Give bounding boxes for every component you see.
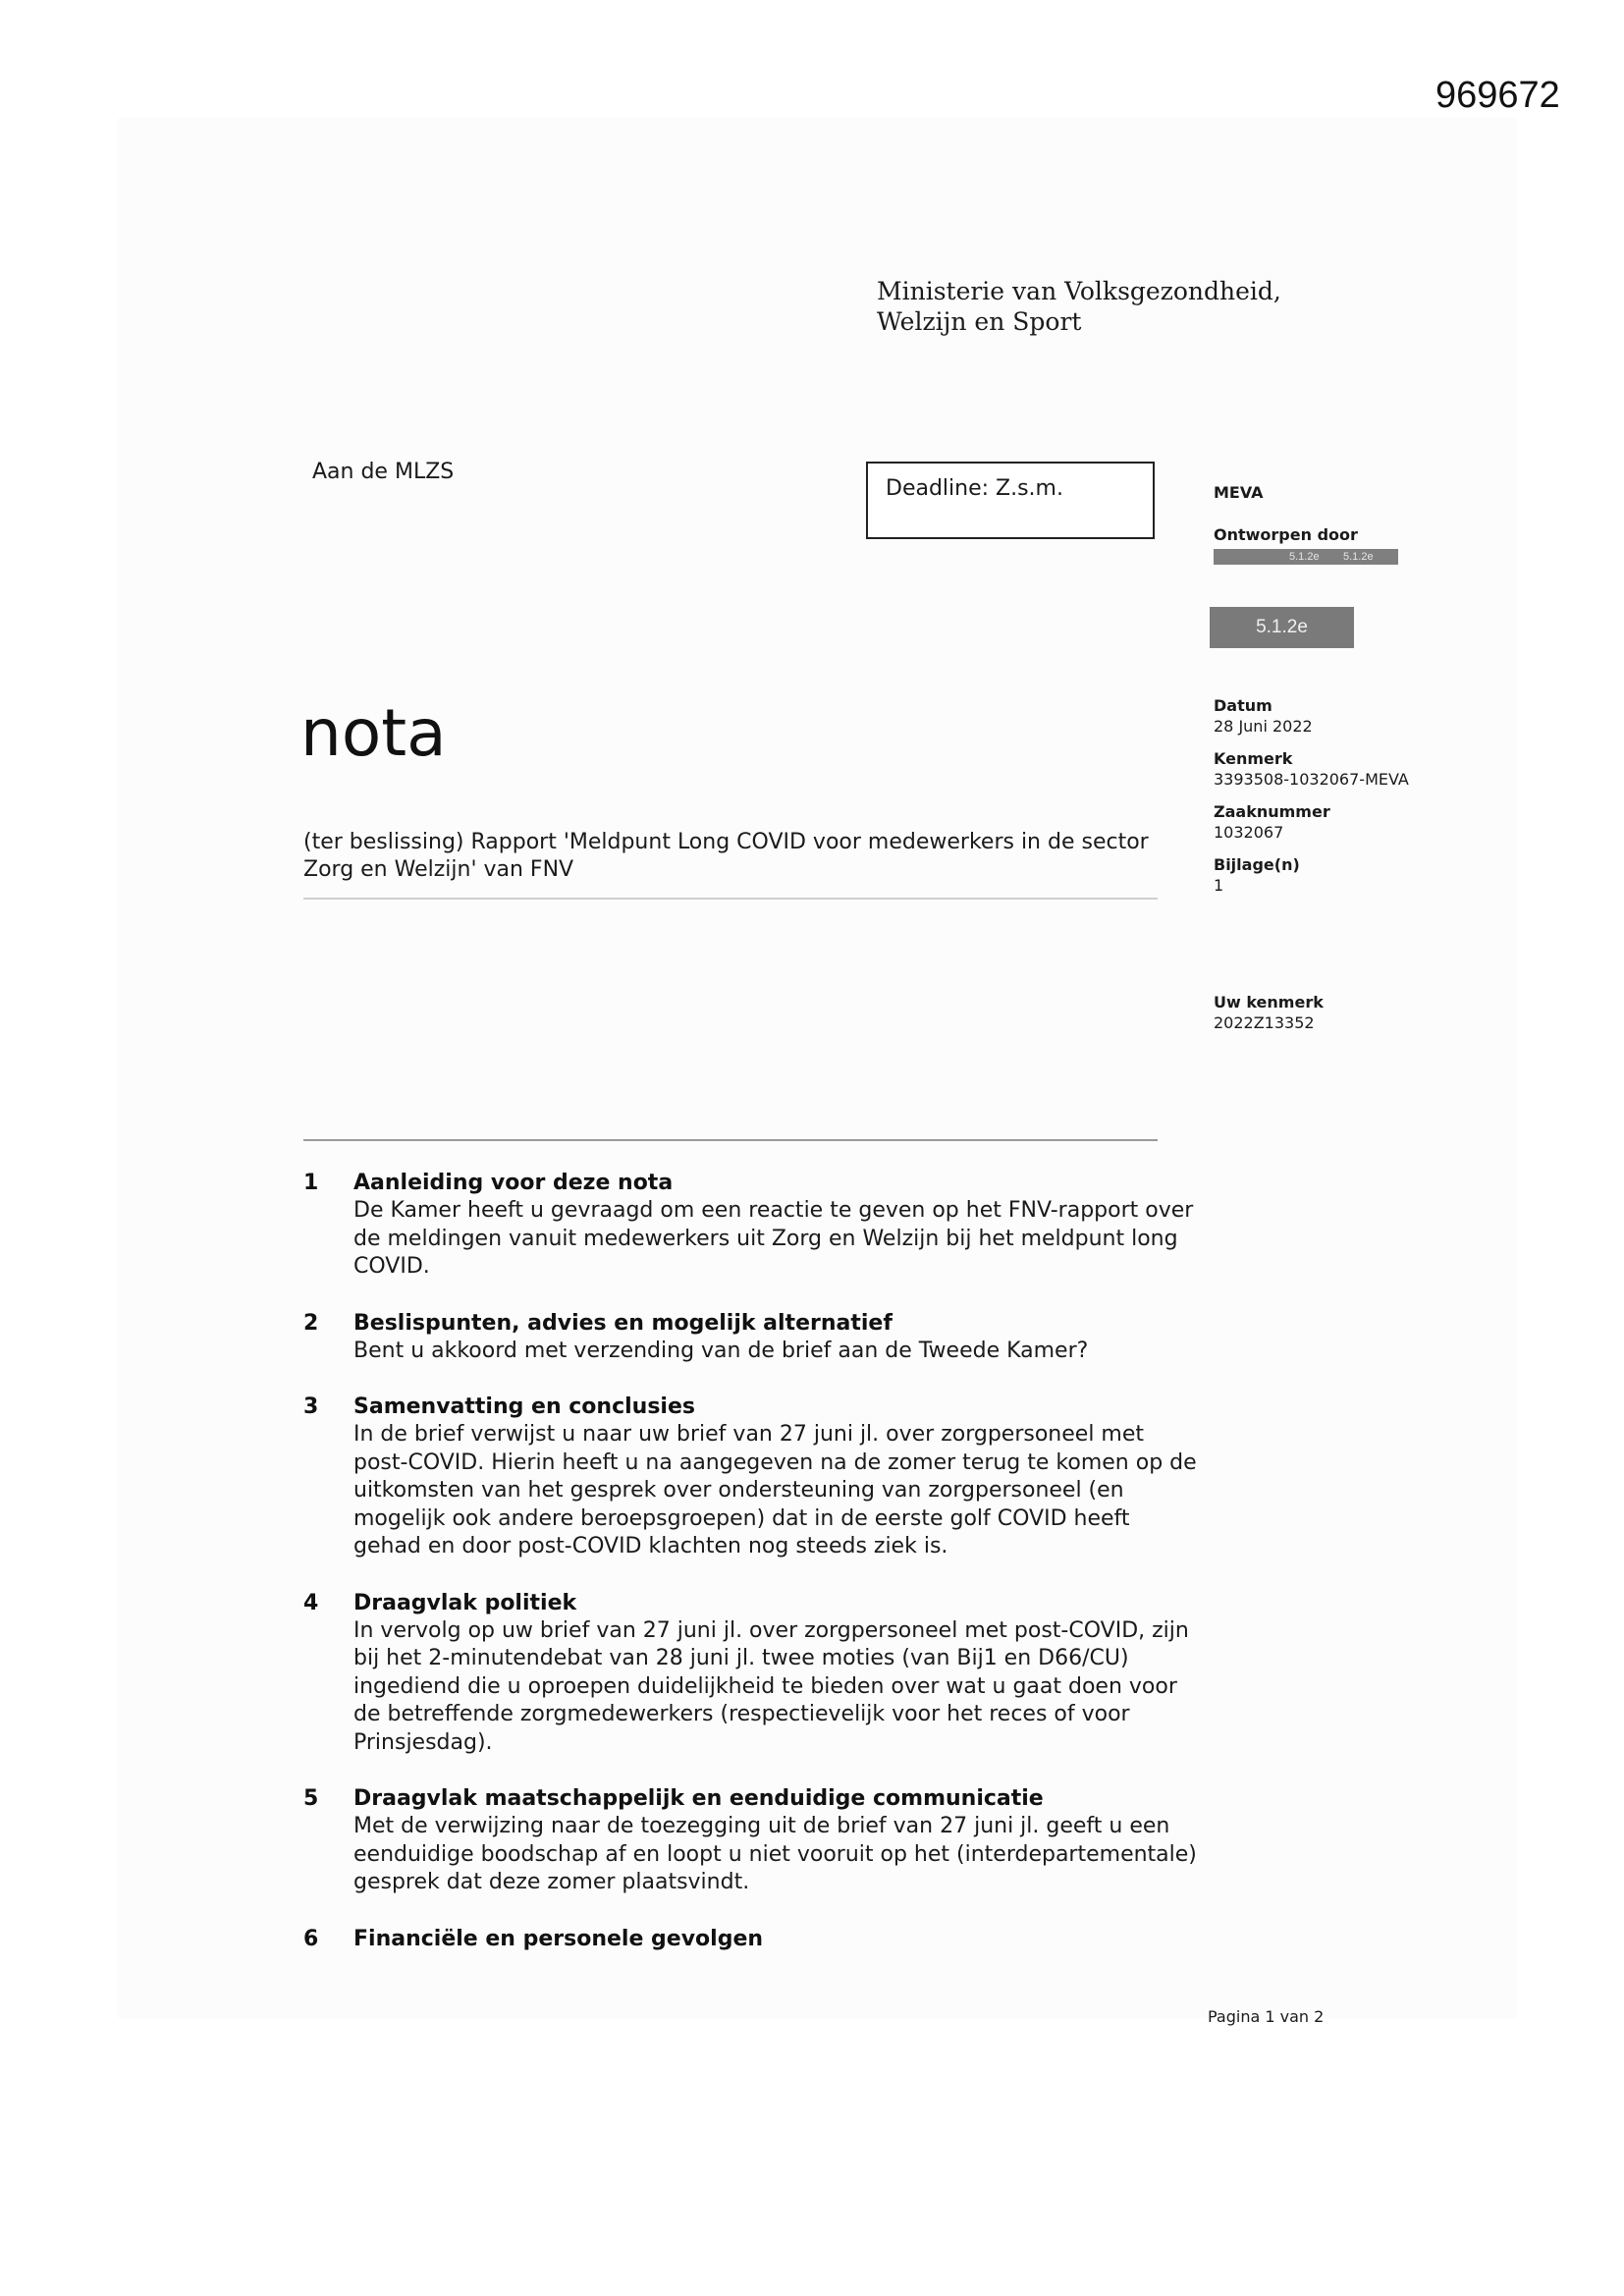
ministry-line-1: Ministerie van Volksgezondheid, [877, 277, 1281, 305]
section-number: 6 [303, 1926, 319, 1951]
section-title: Beslispunten, advies en mogelijk alternatief [353, 1310, 893, 1336]
meta-item [1214, 801, 1409, 843]
body-line: post-COVID. Hierin heeft u na aangegeven na de zomer terug te komen op de [353, 1449, 1197, 1475]
body-line: Bent u akkoord met verzending van de brief aan de Tweede Kamer? [353, 1338, 1089, 1363]
body-line: mogelijk ook andere beroepsgroepen) dat in de eerste golf COVID heeft [353, 1505, 1130, 1531]
body-line: gesprek dat deze zomer plaatsvindt. [353, 1870, 750, 1894]
ministry-line-2: Welzijn en Sport [877, 307, 1082, 336]
body-line: In vervolg op uw brief van 27 juni jl. over zorgpersoneel met post-COVID, zijn [353, 1617, 1189, 1643]
your-reference-value: 2022Z13352 [1214, 1013, 1315, 1032]
divider [303, 898, 1158, 900]
section-number: 4 [303, 1590, 319, 1615]
body-line: COVID. [353, 1254, 430, 1279]
subject [303, 829, 1167, 884]
meta-value: 1 [1214, 876, 1224, 895]
deadline-text: Deadline: Z.s.m. [886, 476, 1063, 501]
subject-line-2: Zorg en Welzijn' van FNV [303, 857, 574, 882]
meta-item [1214, 854, 1409, 896]
section-6 [303, 1925, 1199, 1953]
meta-label: Datum [1214, 696, 1272, 715]
section-number: 3 [303, 1394, 319, 1419]
section-2 [303, 1309, 1199, 1366]
document-number: 969672 [1435, 75, 1560, 116]
section-body [353, 1421, 1199, 1561]
meta-item [1214, 748, 1409, 790]
meta-label: Kenmerk [1214, 749, 1293, 768]
body-line: Met de verwijzing naar de toezegging uit de brief van 27 juni jl. geeft u een [353, 1814, 1170, 1838]
body-line: uitkomsten van het gesprek over ondersteuning van zorgpersoneel (en [353, 1478, 1124, 1503]
body-line: eenduidige boodschap af en loopt u niet vooruit op het (interdepartementale) [353, 1841, 1197, 1867]
meta-value: 1032067 [1214, 823, 1284, 842]
page-number: Pagina 1 van 2 [1208, 2007, 1325, 2026]
section-3 [303, 1393, 1199, 1561]
your-reference [1214, 992, 1324, 1033]
body-line: Prinsjesdag). [353, 1729, 493, 1755]
section-number: 2 [303, 1310, 319, 1336]
section-body [353, 1617, 1199, 1758]
section-title: Draagvlak maatschappelijk en eenduidige communicatie [353, 1786, 1044, 1811]
redaction-code: 5.1.2e [1289, 551, 1320, 563]
metadata-block [1214, 695, 1409, 907]
body-line: bij het 2-minutendebat van 28 juni jl. twee moties (van Bij1 en D66/CU) [353, 1646, 1129, 1670]
your-reference-label: Uw kenmerk [1214, 993, 1324, 1011]
meta-label: Bijlage(n) [1214, 855, 1300, 874]
body-line: De Kamer heeft u gevraagd om een reactie te geven op het FNV-rapport over [353, 1198, 1194, 1223]
section-title: Samenvatting en conclusies [353, 1394, 695, 1419]
section-5 [303, 1784, 1199, 1897]
section-title: Financiële en personele gevolgen [353, 1926, 764, 1951]
section-title: Aanleiding voor deze nota [353, 1171, 674, 1195]
body-line: In de brief verwijst u naar uw brief van 27 juni jl. over zorgpersoneel met [353, 1422, 1145, 1447]
section-body [353, 1813, 1199, 1897]
meta-item [1214, 695, 1409, 737]
subject-line-1: (ter beslissing) Rapport 'Meldpunt Long COVID voor medewerkers in de sector [303, 830, 1149, 854]
body-line: de betreffende zorgmedewerkers (respectievelijk voor het reces of voor [353, 1702, 1130, 1726]
deadline-box [866, 462, 1155, 539]
designed-by-label: Ontworpen door [1214, 525, 1358, 544]
redaction-bar [1214, 549, 1398, 565]
ministry-logo-text [877, 276, 1281, 337]
redaction-code: 5.1.2e [1343, 551, 1374, 563]
divider [303, 1139, 1158, 1141]
body-line: gehad en door post-COVID klachten nog steeds ziek is. [353, 1534, 948, 1558]
section-number: 5 [303, 1786, 319, 1811]
redaction-box: 5.1.2e [1210, 607, 1354, 648]
section-body [353, 1338, 1199, 1366]
meta-value: 28 Juni 2022 [1214, 717, 1313, 736]
department-code: MEVA [1214, 483, 1264, 502]
section-4 [303, 1589, 1199, 1758]
section-title: Draagvlak politiek [353, 1590, 577, 1615]
section-body [353, 1197, 1199, 1282]
section-number: 1 [303, 1171, 319, 1195]
meta-label: Zaaknummer [1214, 802, 1330, 821]
addressee: Aan de MLZS [312, 460, 455, 484]
meta-value: 3393508-1032067-MEVA [1214, 770, 1409, 789]
body-line: de meldingen vanuit medewerkers uit Zorg en Welzijn bij het meldpunt long [353, 1226, 1178, 1251]
section-1 [303, 1169, 1199, 1282]
body-line: ingediend die u oproepen duidelijkheid te bieden over wat u gaat doen voor [353, 1673, 1177, 1699]
document-title: nota [300, 695, 447, 771]
sections-list [303, 1169, 1199, 1981]
